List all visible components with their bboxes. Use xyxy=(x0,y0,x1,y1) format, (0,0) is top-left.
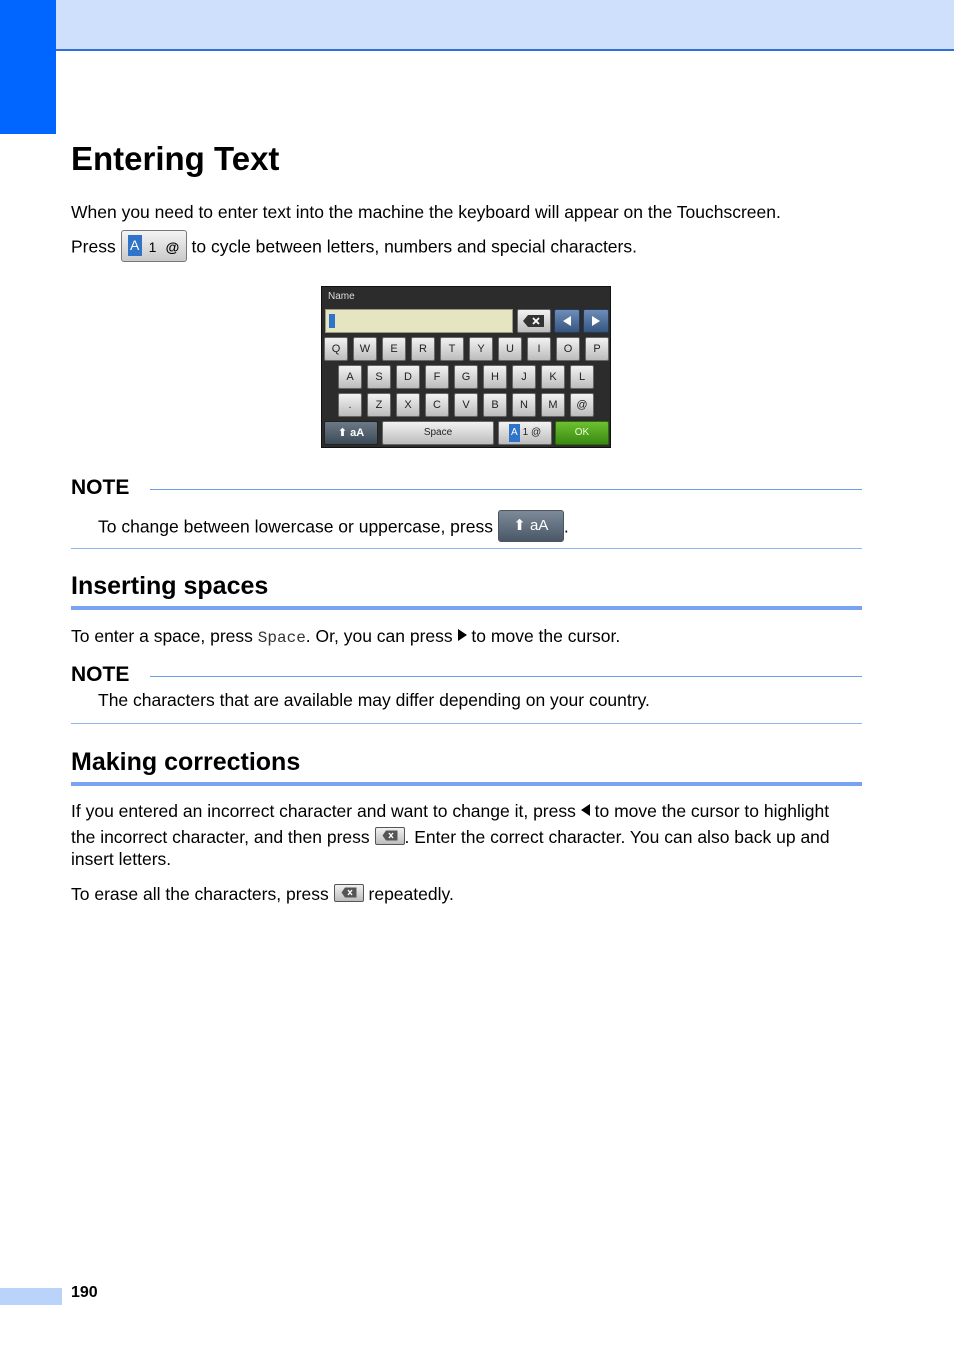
intro-line-1: When you need to enter text into the machine the keyboard will appear on the Touchscreen. xyxy=(71,202,781,222)
mode-key[interactable]: A 1 @ xyxy=(498,421,552,445)
text-cursor xyxy=(329,314,335,328)
cycle-mode-key[interactable]: A 1 @ xyxy=(121,230,187,262)
note-bottom-rule-2 xyxy=(71,723,862,724)
key-n[interactable]: N xyxy=(512,393,536,417)
key-h[interactable]: H xyxy=(483,365,507,389)
chapter-tab xyxy=(0,0,56,134)
ok-key[interactable]: OK xyxy=(555,421,609,445)
key-m[interactable]: M xyxy=(541,393,565,417)
key-c[interactable]: C xyxy=(425,393,449,417)
backspace-key-inline[interactable] xyxy=(375,827,405,845)
key-x[interactable]: X xyxy=(396,393,420,417)
header-bar xyxy=(56,0,954,51)
key-k[interactable]: K xyxy=(541,365,565,389)
key-l[interactable]: L xyxy=(570,365,594,389)
backspace-icon xyxy=(382,830,398,841)
arrow-right-icon xyxy=(590,315,602,327)
key-a[interactable]: A xyxy=(338,365,362,389)
space-key-label: Space xyxy=(257,629,306,647)
corrections-line-1: If you entered an incorrect character and want to change it, press to move the cursor to highlight xyxy=(71,801,830,821)
cursor-right-key[interactable] xyxy=(583,309,609,333)
page-number: 190 xyxy=(71,1284,98,1301)
key-w[interactable]: W xyxy=(353,337,377,361)
key-t[interactable]: T xyxy=(440,337,464,361)
shift-case-key[interactable]: ⬆ aA xyxy=(498,510,564,542)
backspace-icon xyxy=(341,887,357,898)
arrow-left-icon xyxy=(581,804,590,816)
backspace-key[interactable] xyxy=(517,309,551,333)
note-text: To change between lowercase or uppercase, press ⬆ aA . xyxy=(98,512,569,544)
key-i[interactable]: I xyxy=(527,337,551,361)
arrow-right-icon xyxy=(458,629,467,641)
spaces-paragraph: To enter a space, press Space. Or, you can press to move the cursor. xyxy=(71,626,621,647)
key-d[interactable]: D xyxy=(396,365,420,389)
key-j[interactable]: J xyxy=(512,365,536,389)
section-heading-corrections: Making corrections xyxy=(71,748,301,776)
key-o[interactable]: O xyxy=(556,337,580,361)
key-s[interactable]: S xyxy=(367,365,391,389)
corrections-line-3: insert letters. xyxy=(71,849,172,869)
keyboard-title: Name xyxy=(328,291,355,302)
note-heading-2: NOTE xyxy=(71,663,130,686)
key-u[interactable]: U xyxy=(498,337,522,361)
section-rule-2 xyxy=(71,782,862,786)
key-y[interactable]: Y xyxy=(469,337,493,361)
note-text-2: The characters that are available may differ depending on your country. xyxy=(98,690,650,710)
page-number-bar xyxy=(0,1288,62,1305)
intro-line-2: Press A 1 @ to cycle between letters, numbers and special characters. xyxy=(71,232,637,264)
note-heading: NOTE xyxy=(71,476,130,499)
touchscreen-keyboard xyxy=(321,286,611,448)
backspace-key-inline-2[interactable] xyxy=(334,884,364,902)
key-period[interactable]: . xyxy=(338,393,362,417)
backspace-icon xyxy=(522,314,546,328)
shift-key[interactable]: ⬆ aA xyxy=(324,421,378,445)
arrow-left-icon xyxy=(561,315,573,327)
key-z[interactable]: Z xyxy=(367,393,391,417)
key-p[interactable]: P xyxy=(585,337,609,361)
key-e[interactable]: E xyxy=(382,337,406,361)
name-input-field[interactable] xyxy=(325,309,513,333)
key-b[interactable]: B xyxy=(483,393,507,417)
key-at[interactable]: @ xyxy=(570,393,594,417)
section-rule xyxy=(71,606,862,610)
cursor-left-key[interactable] xyxy=(554,309,580,333)
note-rule-2 xyxy=(150,676,862,677)
space-key[interactable]: Space xyxy=(382,421,494,445)
key-f[interactable]: F xyxy=(425,365,449,389)
key-v[interactable]: V xyxy=(454,393,478,417)
section-heading-spaces: Inserting spaces xyxy=(71,572,269,600)
key-q[interactable]: Q xyxy=(324,337,348,361)
key-r[interactable]: R xyxy=(411,337,435,361)
note-rule xyxy=(150,489,862,490)
note-bottom-rule xyxy=(71,548,862,549)
page-title: Entering Text xyxy=(71,140,280,177)
corrections-line-2: the incorrect character, and then press . Enter the correct character. You can also back up and xyxy=(71,827,830,847)
erase-paragraph: To erase all the characters, press repeatedly. xyxy=(71,884,454,904)
key-g[interactable]: G xyxy=(454,365,478,389)
